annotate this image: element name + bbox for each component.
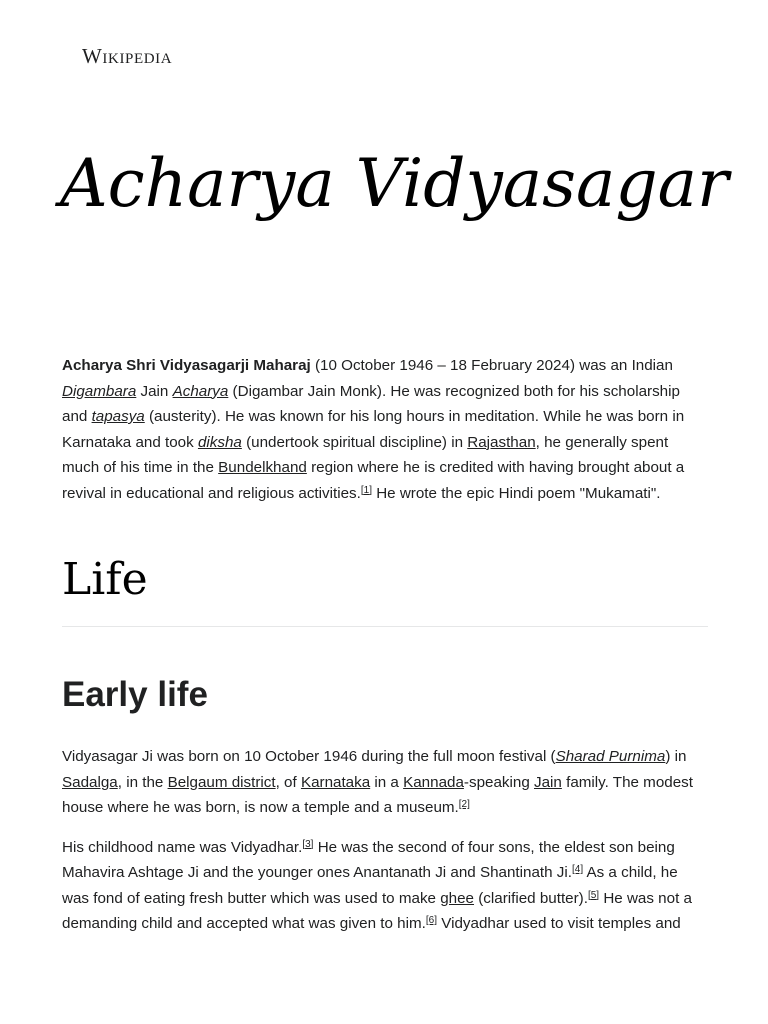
link-sadalga[interactable]: Sadalga bbox=[62, 773, 118, 791]
paragraph-text: Vidyasagar Ji was born on 10 October 1946 during the full moon festival ( bbox=[62, 748, 556, 765]
article-body bbox=[62, 353, 708, 937]
intro-text: (10 October 1946 – 18 February 2024) was an Indian bbox=[310, 357, 673, 374]
paragraph-text: ) in bbox=[665, 748, 687, 765]
early-life-paragraph-2 bbox=[62, 835, 708, 937]
link-ghee[interactable]: ghee bbox=[440, 889, 475, 907]
section-heading-life: Life bbox=[62, 552, 708, 627]
citation-link[interactable]: [1] bbox=[360, 484, 372, 496]
link-tapasya[interactable]: tapasya bbox=[91, 408, 145, 425]
intro-text: (undertook spiritual discipline) in bbox=[241, 433, 468, 451]
wikipedia-wordmark[interactable]: Wikipedia bbox=[82, 44, 173, 68]
link-acharya[interactable]: Acharya bbox=[172, 382, 229, 400]
link-jain[interactable]: Jain bbox=[534, 773, 562, 791]
link-kannada[interactable]: Kannada bbox=[403, 773, 464, 791]
intro-text: Jain bbox=[136, 382, 173, 400]
citation-link[interactable]: [2] bbox=[458, 799, 470, 810]
link-digambara[interactable]: Digambara bbox=[62, 382, 137, 400]
paragraph-text: Vidyadhar used to visit temples and bbox=[437, 915, 681, 932]
link-bundelkhand[interactable]: Bundelkhand bbox=[218, 459, 307, 476]
paragraph-text: He was the second of four sons, the eldest son being Mahavira Ashtage Ji and the younger ones Anantanath Ji and Shantinath Ji. bbox=[62, 838, 675, 881]
citation-link[interactable]: [6] bbox=[425, 915, 438, 926]
paragraph-text: -speaking bbox=[463, 773, 534, 791]
subject-name: Acharya Shri Vidyasagarji Maharaj bbox=[62, 357, 311, 374]
paragraph-text: He was not a demanding child and accepted what was given to him. bbox=[62, 889, 692, 932]
paragraph-text: in a bbox=[370, 773, 404, 791]
link-karnataka[interactable]: Karnataka bbox=[300, 773, 371, 791]
citation-link[interactable]: [5] bbox=[587, 889, 600, 901]
paragraph-text: (clarified butter). bbox=[474, 889, 588, 907]
citation-link[interactable]: [4] bbox=[571, 864, 584, 875]
subsection-heading-early-life: Early life bbox=[62, 675, 208, 714]
intro-paragraph bbox=[62, 353, 708, 506]
intro-text: (austerity). He was known for his long hours in meditation. While he was born in Karnataka and took bbox=[62, 408, 685, 451]
intro-text: , he generally spent much of his time in the bbox=[62, 433, 669, 476]
paragraph-text: , in the bbox=[117, 773, 168, 791]
paragraph-text: family. The modest house where he was born, is now a temple and a museum. bbox=[62, 773, 693, 816]
paragraph-text: , of bbox=[275, 773, 301, 791]
link-diksha[interactable]: diksha bbox=[197, 433, 242, 451]
intro-text: (Digambar Jain Monk). He was recognized both for his scholarship and bbox=[62, 382, 680, 425]
page-title: Acharya Vidyasagar bbox=[60, 145, 729, 222]
link-belgaum-district[interactable]: Belgaum district bbox=[167, 773, 276, 791]
intro-text: He wrote the epic Hindi poem "Mukamati". bbox=[371, 484, 661, 502]
link-sharad-purnima[interactable]: Sharad Purnima bbox=[555, 748, 666, 765]
intro-text: region where he is credited with having brought about a revival in educational and religious activities. bbox=[62, 459, 685, 502]
early-life-paragraph-1 bbox=[62, 744, 708, 821]
paragraph-text: As a child, he was fond of eating fresh butter which was used to make bbox=[62, 864, 678, 907]
paragraph-text: His childhood name was Vidyadhar. bbox=[62, 838, 303, 856]
citation-link[interactable]: [3] bbox=[302, 838, 314, 850]
link-rajasthan[interactable]: Rajasthan bbox=[467, 433, 536, 451]
